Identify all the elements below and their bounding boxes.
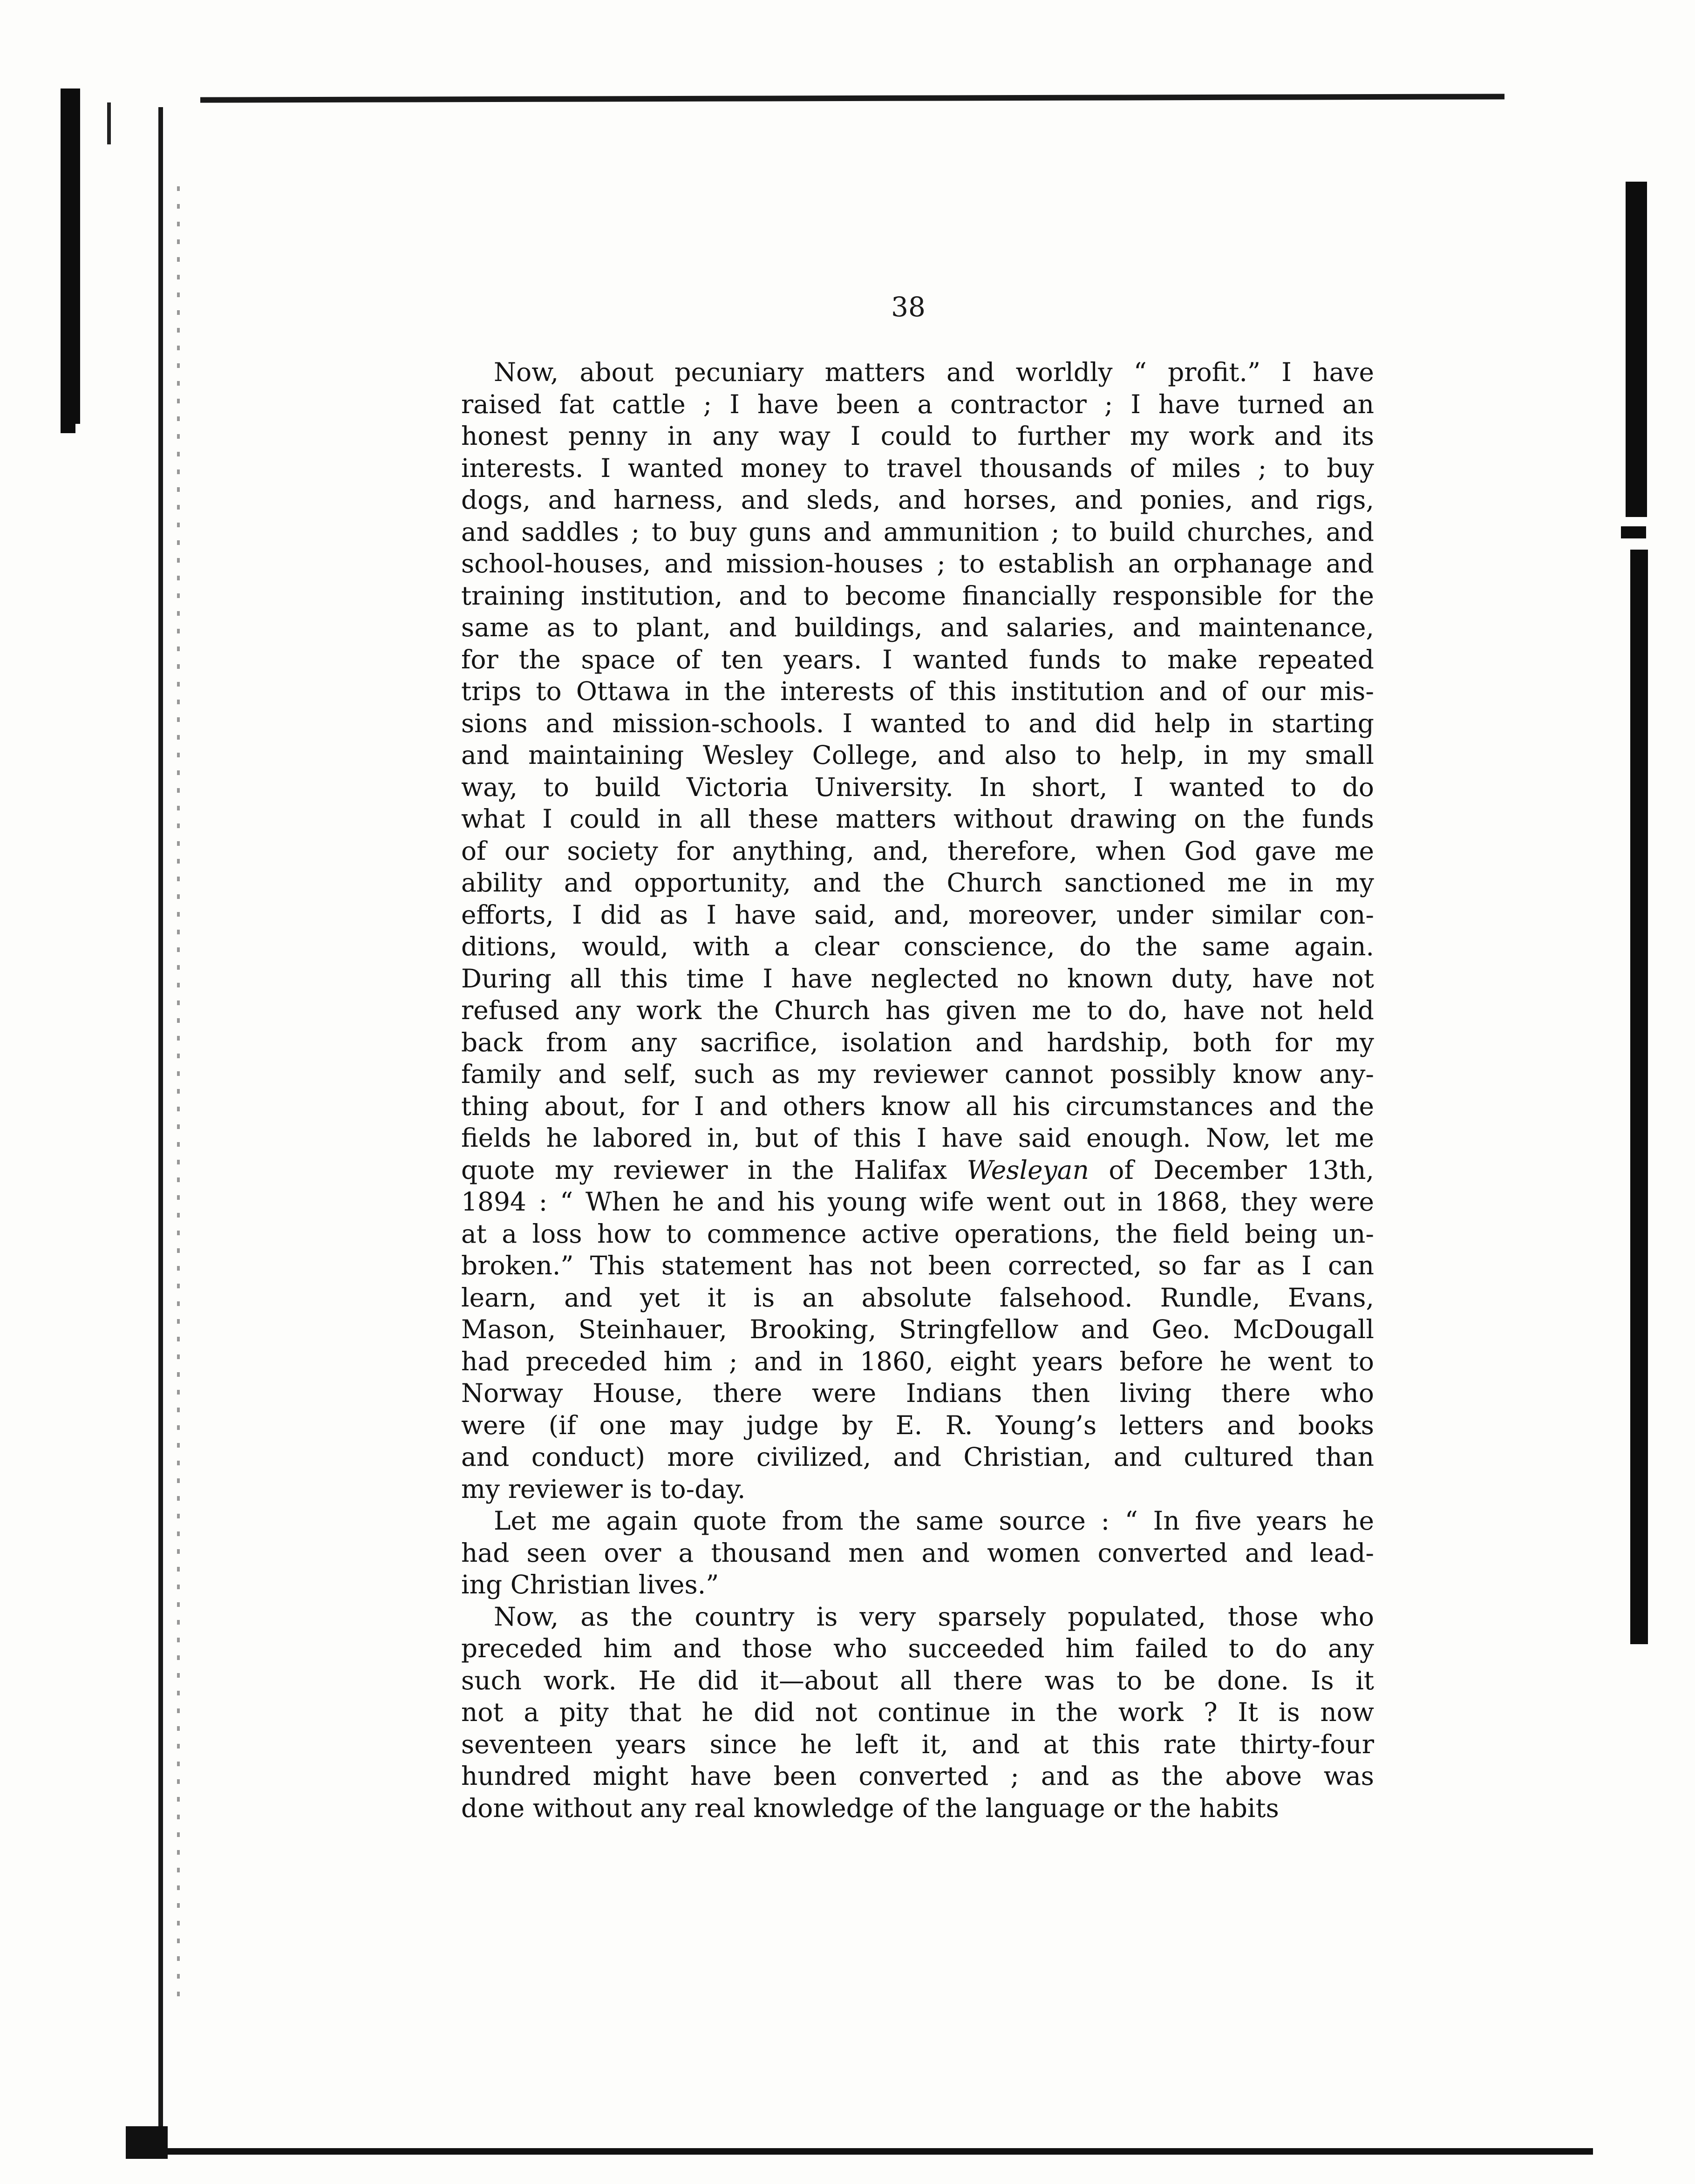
text-line: school-houses, and mission-houses ; to establish an orphanage and xyxy=(461,549,1374,578)
text-line: done without any real knowledge of the language or the habits xyxy=(461,1793,1279,1823)
paragraph xyxy=(461,356,1374,1505)
text-line: hundred might have been converted ; and as the above was xyxy=(461,1761,1374,1791)
text-line: my reviewer is to-day. xyxy=(461,1474,746,1504)
text-line: way, to build Victoria University. In short, I wanted to do xyxy=(461,772,1374,802)
scan-right-dark-bar-upper xyxy=(1626,182,1647,517)
text-line: ing Christian lives.” xyxy=(461,1570,719,1599)
text-line: honest penny in any way I could to further my work and its xyxy=(461,421,1374,451)
text-line: for the space of ten years. I wanted funds to make repeated xyxy=(461,644,1374,674)
text-line: training institution, and to become financially responsible for the xyxy=(461,580,1374,611)
italic-title: Wesleyan xyxy=(967,1155,1089,1185)
text-line: same as to plant, and buildings, and salaries, and maintenance, xyxy=(461,612,1374,642)
text-line: at a loss how to commence active operations, the field being un- xyxy=(461,1218,1374,1249)
text-line: During all this time I have neglected no known duty, have not xyxy=(461,963,1374,993)
text-line: Now, about pecuniary matters and worldly “ profit.” I have xyxy=(494,357,1374,387)
text-line: were (if one may judge by E. R. Young’s letters and books xyxy=(461,1410,1374,1440)
text-line: efforts, I did as I have said, and, moreover, under similar con- xyxy=(461,899,1374,930)
text-line: learn, and yet it is an absolute falsehood. Rundle, Evans, xyxy=(461,1282,1374,1313)
text-line: not a pity that he did not continue in the work ? It is now xyxy=(461,1697,1374,1727)
text-line: refused any work the Church has given me to do, have not held xyxy=(461,995,1374,1025)
scan-left-dark-bar xyxy=(61,88,80,424)
text-line: back from any sacrifice, isolation and hardship, both for my xyxy=(461,1027,1374,1057)
text-line: preceded him and those who succeeded him failed to do any xyxy=(461,1633,1374,1663)
text-line: seventeen years since he left it, and at this rate thirty-four xyxy=(461,1729,1374,1759)
text-line: and conduct) more civilized, and Christian, and cultured than xyxy=(461,1442,1374,1472)
text-line: and saddles ; to buy guns and ammunition ; to build churches, and xyxy=(461,517,1374,547)
paragraph xyxy=(461,1505,1374,1601)
text-line: quote my reviewer in the Halifax Wesleyan of December 13th, xyxy=(461,1155,1375,1185)
scan-right-dark-bar-lower xyxy=(1630,550,1648,1644)
text-line: interests. I wanted money to travel thousands of miles ; to buy xyxy=(461,453,1374,483)
paragraph xyxy=(461,1601,1374,1824)
scan-top-border xyxy=(200,94,1504,102)
text-line: thing about, for I and others know all his circumstances and the xyxy=(461,1091,1374,1121)
text-line: had seen over a thousand men and women converted and lead- xyxy=(461,1538,1374,1568)
text-line: Now, as the country is very sparsely populated, those who xyxy=(494,1601,1374,1632)
text-line: raised fat cattle ; I have been a contractor ; I have turned an xyxy=(461,389,1374,419)
text-line: of our society for anything, and, therefore, when God gave me xyxy=(461,836,1374,866)
scan-left-border xyxy=(158,107,163,2152)
text-line: what I could in all these matters without drawing on the funds xyxy=(461,804,1374,834)
text-line: had preceded him ; and in 1860, eight years before he went to xyxy=(461,1346,1374,1376)
text-line: trips to Ottawa in the interests of this institution and of our mis- xyxy=(461,676,1374,706)
scan-right-dark-mark xyxy=(1621,526,1646,538)
scan-left-thin-mark xyxy=(107,102,111,144)
text-line: and maintaining Wesley College, and also to help, in my small xyxy=(461,740,1374,770)
text-line: family and self, such as my reviewer cannot possibly know any- xyxy=(461,1059,1374,1089)
text-line: Norway House, there were Indians then living there who xyxy=(461,1378,1374,1408)
text-line: Let me again quote from the same source : “ In five years he xyxy=(494,1506,1374,1536)
text-line: such work. He did it—about all there was to be done. Is it xyxy=(461,1665,1374,1695)
scan-dotted-edge xyxy=(177,186,180,2003)
text-line: fields he labored in, but of this I have said enough. Now, let me xyxy=(461,1123,1374,1153)
text-line: sions and mission-schools. I wanted to and did help in starting xyxy=(461,708,1374,738)
page-number: 38 xyxy=(891,291,926,323)
body-text xyxy=(461,356,1374,1824)
scan-bottom-border xyxy=(154,2148,1593,2155)
scan-bottom-left-corner-mark xyxy=(126,2126,168,2159)
text-line: dogs, and harness, and sleds, and horses, and ponies, and rigs, xyxy=(461,485,1374,515)
text-line: Mason, Steinhauer, Brooking, Stringfellow and Geo. McDougall xyxy=(461,1314,1374,1344)
text-line: ditions, would, with a clear conscience, do the same again. xyxy=(461,932,1374,961)
text-line: ability and opportunity, and the Church sanctioned me in my xyxy=(461,868,1374,898)
scan-left-dark-mark xyxy=(61,405,75,433)
text-line: broken.” This statement has not been corrected, so far as I can xyxy=(461,1251,1374,1280)
text-line: 1894 : “ When he and his young wife went out in 1868, they were xyxy=(461,1187,1374,1217)
